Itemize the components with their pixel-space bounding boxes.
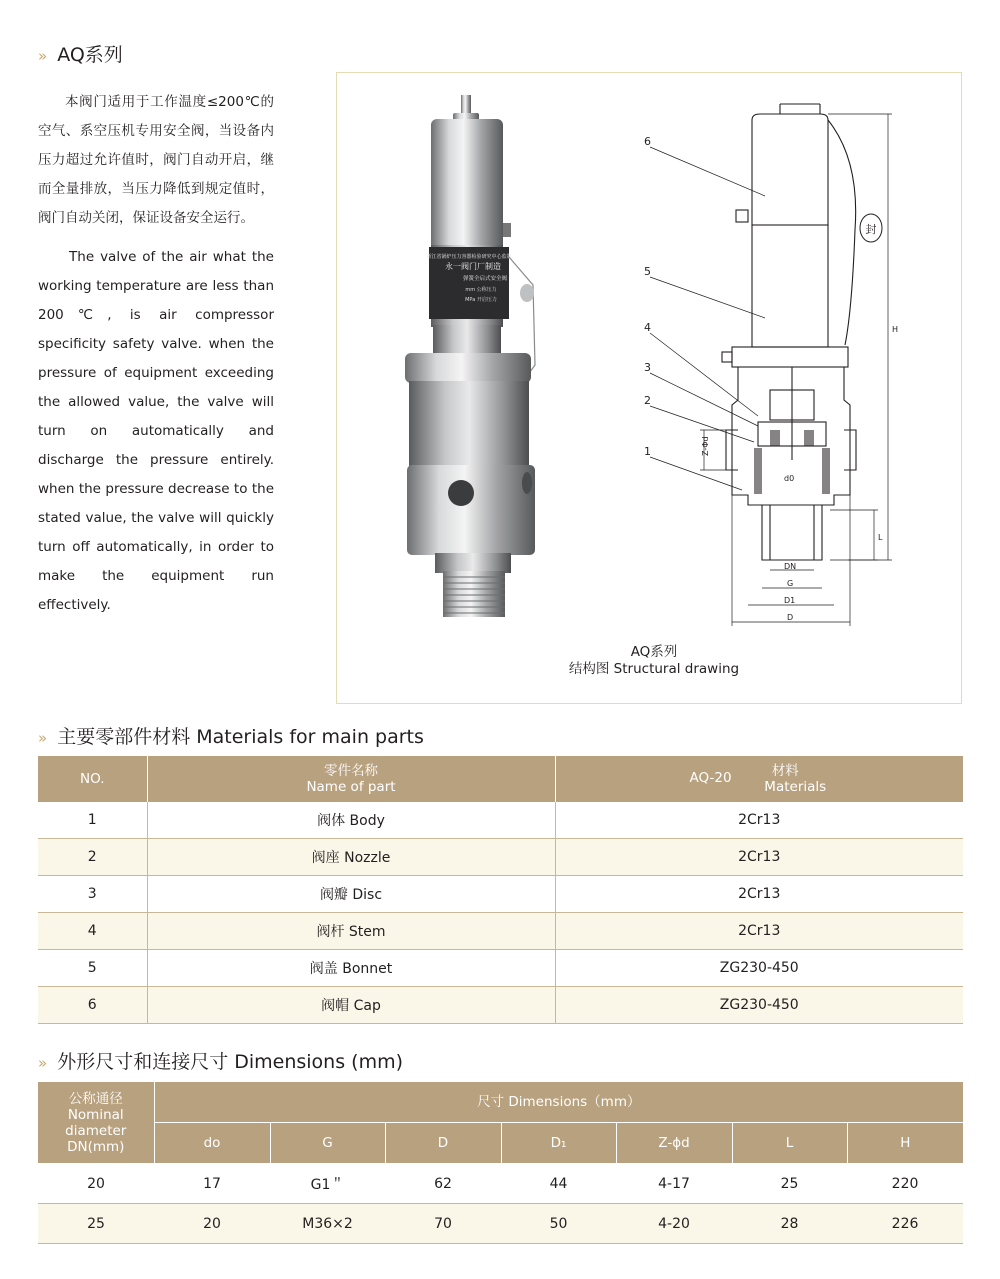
- table-cell: 70: [385, 1204, 501, 1244]
- bonnet-outline: [752, 225, 828, 347]
- label-3: 3: [644, 361, 651, 374]
- drawing-caption-1: AQ系列: [630, 644, 678, 660]
- svg-text:浙江省锅炉压力容器检验研究中心监制: 浙江省锅炉压力容器检验研究中心监制: [426, 254, 512, 260]
- cell-material: ZG230-450: [555, 987, 963, 1024]
- table-cell: 20: [154, 1204, 270, 1244]
- table-cell: M36×2: [270, 1204, 385, 1244]
- table-row: [38, 876, 963, 913]
- table-row: [38, 839, 963, 876]
- header-col: G: [270, 1123, 385, 1164]
- header-material: AQ-20 材料 Materials: [555, 756, 963, 802]
- table-cell: 50: [501, 1204, 616, 1244]
- table-cell: 220: [847, 1164, 963, 1204]
- svg-text:L: L: [878, 533, 883, 542]
- table-row: [38, 1164, 963, 1204]
- header-col: Z-ϕd: [616, 1123, 732, 1164]
- cell-no: 5: [38, 950, 147, 987]
- table-row: [38, 913, 963, 950]
- table-cell: 17: [154, 1164, 270, 1204]
- svg-text:Z-Φd: Z-Φd: [701, 436, 710, 456]
- svg-text:永一阀门厂制造: 永一阀门厂制造: [445, 262, 501, 271]
- table-cell: 28: [732, 1204, 847, 1244]
- table-cell: 25: [732, 1164, 847, 1204]
- cell-material: 2Cr13: [555, 913, 963, 950]
- table-row: [38, 987, 963, 1024]
- chevron-icon: »: [38, 47, 46, 65]
- header-no: NO.: [38, 756, 147, 802]
- svg-text:弹簧全启式安全阀: 弹簧全启式安全阀: [462, 276, 508, 282]
- svg-text:D: D: [787, 613, 794, 622]
- cell-name: 阀杆 Stem: [147, 913, 555, 950]
- cell-no: 4: [38, 913, 147, 950]
- cell-name: 阀帽 Cap: [147, 987, 555, 1024]
- svg-text:D1: D1: [784, 596, 796, 605]
- header-name: 零件名称 Name of part: [147, 756, 555, 802]
- header-col: H: [847, 1123, 963, 1164]
- chevron-icon: »: [38, 729, 46, 747]
- structural-drawing: [620, 100, 910, 635]
- svg-text:d0: d0: [784, 474, 795, 483]
- cell-material: 2Cr13: [555, 876, 963, 913]
- section-title-dimensions: » 外形尺寸和连接尺寸 Dimensions (mm): [38, 1051, 404, 1073]
- cell-no: 2: [38, 839, 147, 876]
- table-header-row: [38, 756, 963, 802]
- cap-outline: [752, 114, 828, 225]
- label-1: 1: [644, 445, 651, 458]
- svg-text:mm 公称压力: mm 公称压力: [465, 287, 497, 293]
- cell-material: ZG230-450: [555, 950, 963, 987]
- cell-no: 6: [38, 987, 147, 1024]
- drawing-caption-2: 结构图 Structural drawing: [568, 661, 740, 677]
- cell-material: 2Cr13: [555, 839, 963, 876]
- cell-no: 3: [38, 876, 147, 913]
- materials-table: [38, 756, 963, 1024]
- chevron-icon: »: [38, 1054, 46, 1072]
- table-cell: 62: [385, 1164, 501, 1204]
- intro-text: [38, 88, 274, 620]
- table-row: [38, 802, 963, 839]
- cell-name: 阀瓣 Disc: [147, 876, 555, 913]
- svg-text:H: H: [892, 325, 899, 334]
- svg-text:G: G: [787, 579, 794, 588]
- label-2: 2: [644, 394, 651, 407]
- section-title-aq: » AQ系列: [38, 44, 123, 66]
- section-title-materials: » 主要零部件材料 Materials for main parts: [38, 726, 424, 748]
- svg-text:DN: DN: [784, 562, 797, 571]
- cell-material: 2Cr13: [555, 802, 963, 839]
- svg-text:MPa 开启压力: MPa 开启压力: [465, 297, 497, 303]
- table-cell: 4-20: [616, 1204, 732, 1244]
- table-row: [38, 1204, 963, 1244]
- cell-name: 阀盖 Bonnet: [147, 950, 555, 987]
- label-4: 4: [644, 321, 651, 334]
- table-cell: 4-17: [616, 1164, 732, 1204]
- header-col: L: [732, 1123, 847, 1164]
- cell-name: 阀座 Nozzle: [147, 839, 555, 876]
- cell-name: 阀体 Body: [147, 802, 555, 839]
- table-cell: G1＂: [270, 1164, 385, 1204]
- table-cell: 44: [501, 1164, 616, 1204]
- body-outline: [732, 367, 850, 505]
- table-cell: 25: [38, 1204, 154, 1244]
- intro-en: The valve of the air what the working temperature are less than 200℃, is air compressor specificity safety valve. when the pressure of equipment exceeding the allowed value, the valve will turn on automatically and discharge the pressure entirely. when the pressure decrease to the stated value, the valve will quickly turn off automatically, in order to make the equipment run effectively.: [38, 249, 274, 613]
- label-6: 6: [644, 135, 651, 148]
- dimensions-table: [38, 1082, 963, 1244]
- header-col: do: [154, 1123, 270, 1164]
- table-row: [38, 950, 963, 987]
- table-cell: 226: [847, 1204, 963, 1244]
- nozzle-outline: [762, 505, 822, 560]
- cell-no: 1: [38, 802, 147, 839]
- intro-cn: 本阀门适用于工作温度≤200℃的空气、系空压机专用安全阀，当设备内压力超过允许值时，阀门自动开启，继而全量排放，当压力降低到规定值时，阀门自动关闭，保证设备安全运行。: [38, 94, 274, 226]
- label-5: 5: [644, 265, 651, 278]
- header-dimensions: 尺寸 Dimensions（mm）: [154, 1082, 963, 1123]
- header-col: D₁: [501, 1123, 616, 1164]
- header-nominal: 公称通径 Nominal diameter DN(mm): [38, 1082, 154, 1164]
- table-cell: 20: [38, 1164, 154, 1204]
- header-col: D: [385, 1123, 501, 1164]
- svg-text:封: 封: [865, 223, 877, 236]
